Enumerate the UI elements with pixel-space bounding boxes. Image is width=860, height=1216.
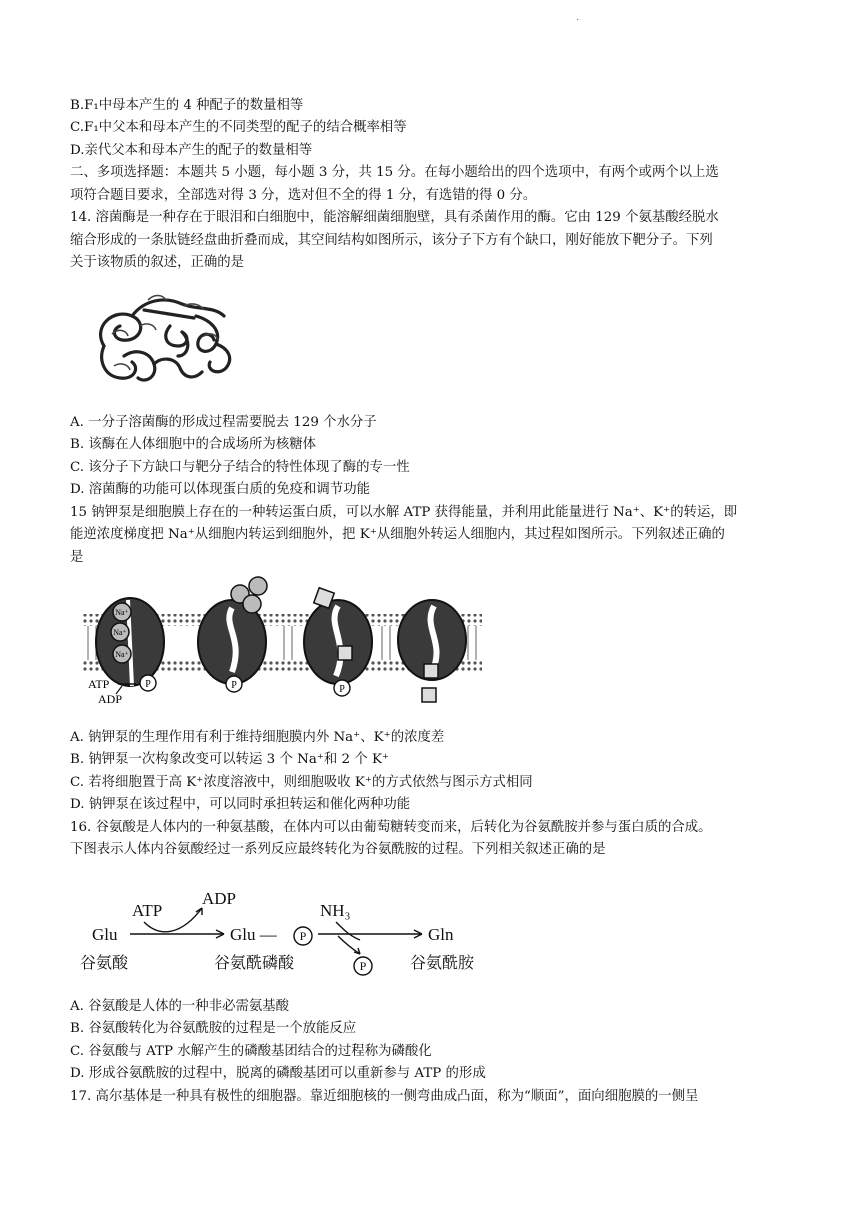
q15-option-c: C. 若将细胞置于高 K⁺浓度溶液中，则细胞吸收 K⁺的方式依然与图示方式相同 bbox=[70, 775, 533, 790]
q14-stem-line-3: 关于该物质的叙述，正确的是 bbox=[70, 255, 245, 270]
atp-label: ATP bbox=[132, 901, 163, 920]
glutamyl-phosphate-name: 谷氨酰磷酸 bbox=[214, 953, 295, 972]
q16-stem-line-1: 16. 谷氨酸是人体内的一种氨基酸，在体内可以由葡萄糖转变而来，后转化为谷氨酰胺并参与蛋白质的合成。 bbox=[70, 820, 712, 835]
phosphate-label: P bbox=[231, 680, 237, 691]
q14-option-a: A. 一分子溶菌酶的形成过程需要脱去 129 个水分子 bbox=[70, 415, 377, 430]
q16-option-b: B. 谷氨酸转化为谷氨酰胺的过程是一个放能反应 bbox=[70, 1021, 357, 1036]
nh3-label: NH₃ bbox=[320, 901, 351, 920]
q16-stem-line-2: 下图表示人体内谷氨酸经过一系列反应最终转化为谷氨酰胺的过程。下列相关叙述正确的是 bbox=[70, 842, 606, 857]
q16-option-a: A. 谷氨酸是人体的一种非必需氨基酸 bbox=[70, 999, 290, 1014]
glutamate-name: 谷氨酸 bbox=[80, 953, 129, 972]
adp-label: ADP bbox=[202, 889, 237, 908]
q14-option-b: B. 该酶在人体细胞中的合成场所为核糖体 bbox=[70, 437, 316, 452]
q15-option-b: B. 钠钾泵一次构象改变可以转运 3 个 Na⁺和 2 个 K⁺ bbox=[70, 752, 390, 767]
q13-option-b: B.F₁中母本产生的 4 种配子的数量相等 bbox=[70, 98, 304, 113]
glu-label: Glu bbox=[92, 925, 118, 944]
phosphate-label: P bbox=[359, 959, 367, 973]
sodium-potassium-pump-figure bbox=[82, 576, 482, 710]
q13-option-c: C.F₁中父本和母本产生的不同类型的配子的结合概率相等 bbox=[70, 120, 407, 135]
glutamine-name: 谷氨酰胺 bbox=[410, 953, 475, 972]
header-mark: · bbox=[576, 14, 580, 25]
q13-option-d: D.亲代父本和母本产生的配子的数量相等 bbox=[70, 143, 313, 158]
glu-p-label: Glu — bbox=[230, 925, 277, 944]
q15-option-d: D. 钠钾泵在该过程中，可以同时承担转运和催化两种功能 bbox=[70, 797, 411, 812]
adp-label: ADP bbox=[98, 692, 123, 706]
q14-option-d: D. 溶菌酶的功能可以体现蛋白质的免疫和调节功能 bbox=[70, 482, 370, 497]
section-heading: 二、多项选择题：本题共 5 小题，每小题 3 分，共 15 分。在每小题给出的四个选项中，有两个或两个以上选 bbox=[70, 165, 719, 180]
atp-label: ATP bbox=[88, 677, 110, 691]
glutamine-synthesis-figure bbox=[74, 882, 504, 982]
q14-stem-line-1: 14. 溶菌酶是一种存在于眼泪和白细胞中，能溶解细菌细胞壁，具有杀菌作用的酶。它由 129 个氨基酸经脱水 bbox=[70, 210, 719, 225]
q16-option-c: C. 谷氨酸与 ATP 水解产生的磷酸基团结合的过程称为磷酸化 bbox=[70, 1044, 432, 1059]
q15-stem-line-2: 能逆浓度梯度把 Na⁺从细胞内转运到细胞外，把 K⁺从细胞外转运人细胞内，其过程如图所示。下列叙述正确的 bbox=[70, 527, 725, 542]
na-ion-label: Na⁺ bbox=[113, 628, 127, 637]
q14-stem-line-2: 缩合形成的一条肽链经盘曲折叠而成，其空间结构如图所示，该分子下方有个缺口，刚好能放下靶分子。下列 bbox=[70, 233, 713, 248]
phosphate-label: P bbox=[145, 679, 151, 690]
q15-option-a: A. 钠钾泵的生理作用有利于维持细胞膜内外 Na⁺、K⁺的浓度差 bbox=[70, 730, 445, 745]
q16-option-d: D. 形成谷氨酰胺的过程中，脱离的磷酸基团可以重新参与 ATP 的形成 bbox=[70, 1066, 486, 1081]
q14-option-c: C. 该分子下方缺口与靶分子结合的特性体现了酶的专一性 bbox=[70, 460, 410, 475]
q15-stem-line-1: 15 钠钾泵是细胞膜上存在的一种转运蛋白质，可以水解 ATP 获得能量，并利用此能量进行 Na⁺、K⁺的转运，即 bbox=[70, 505, 738, 520]
phosphate-label: P bbox=[299, 929, 307, 943]
na-ion-label: Na⁺ bbox=[115, 650, 129, 659]
gln-label: Gln bbox=[428, 925, 454, 944]
section-instructions: 项符合题目要求，全部选对得 3 分，选对但不全的得 1 分，有选错的得 0 分。 bbox=[70, 188, 537, 203]
na-ion-label: Na⁺ bbox=[115, 608, 129, 617]
lysozyme-structure-figure bbox=[84, 286, 244, 390]
phosphate-label: P bbox=[339, 684, 345, 695]
q15-stem-line-3: 是 bbox=[70, 550, 84, 565]
q17-stem-line-1: 17. 高尔基体是一种具有极性的细胞器。靠近细胞核的一侧弯曲成凸面，称为“顺面”，面向细胞膜的一侧呈 bbox=[70, 1089, 699, 1104]
